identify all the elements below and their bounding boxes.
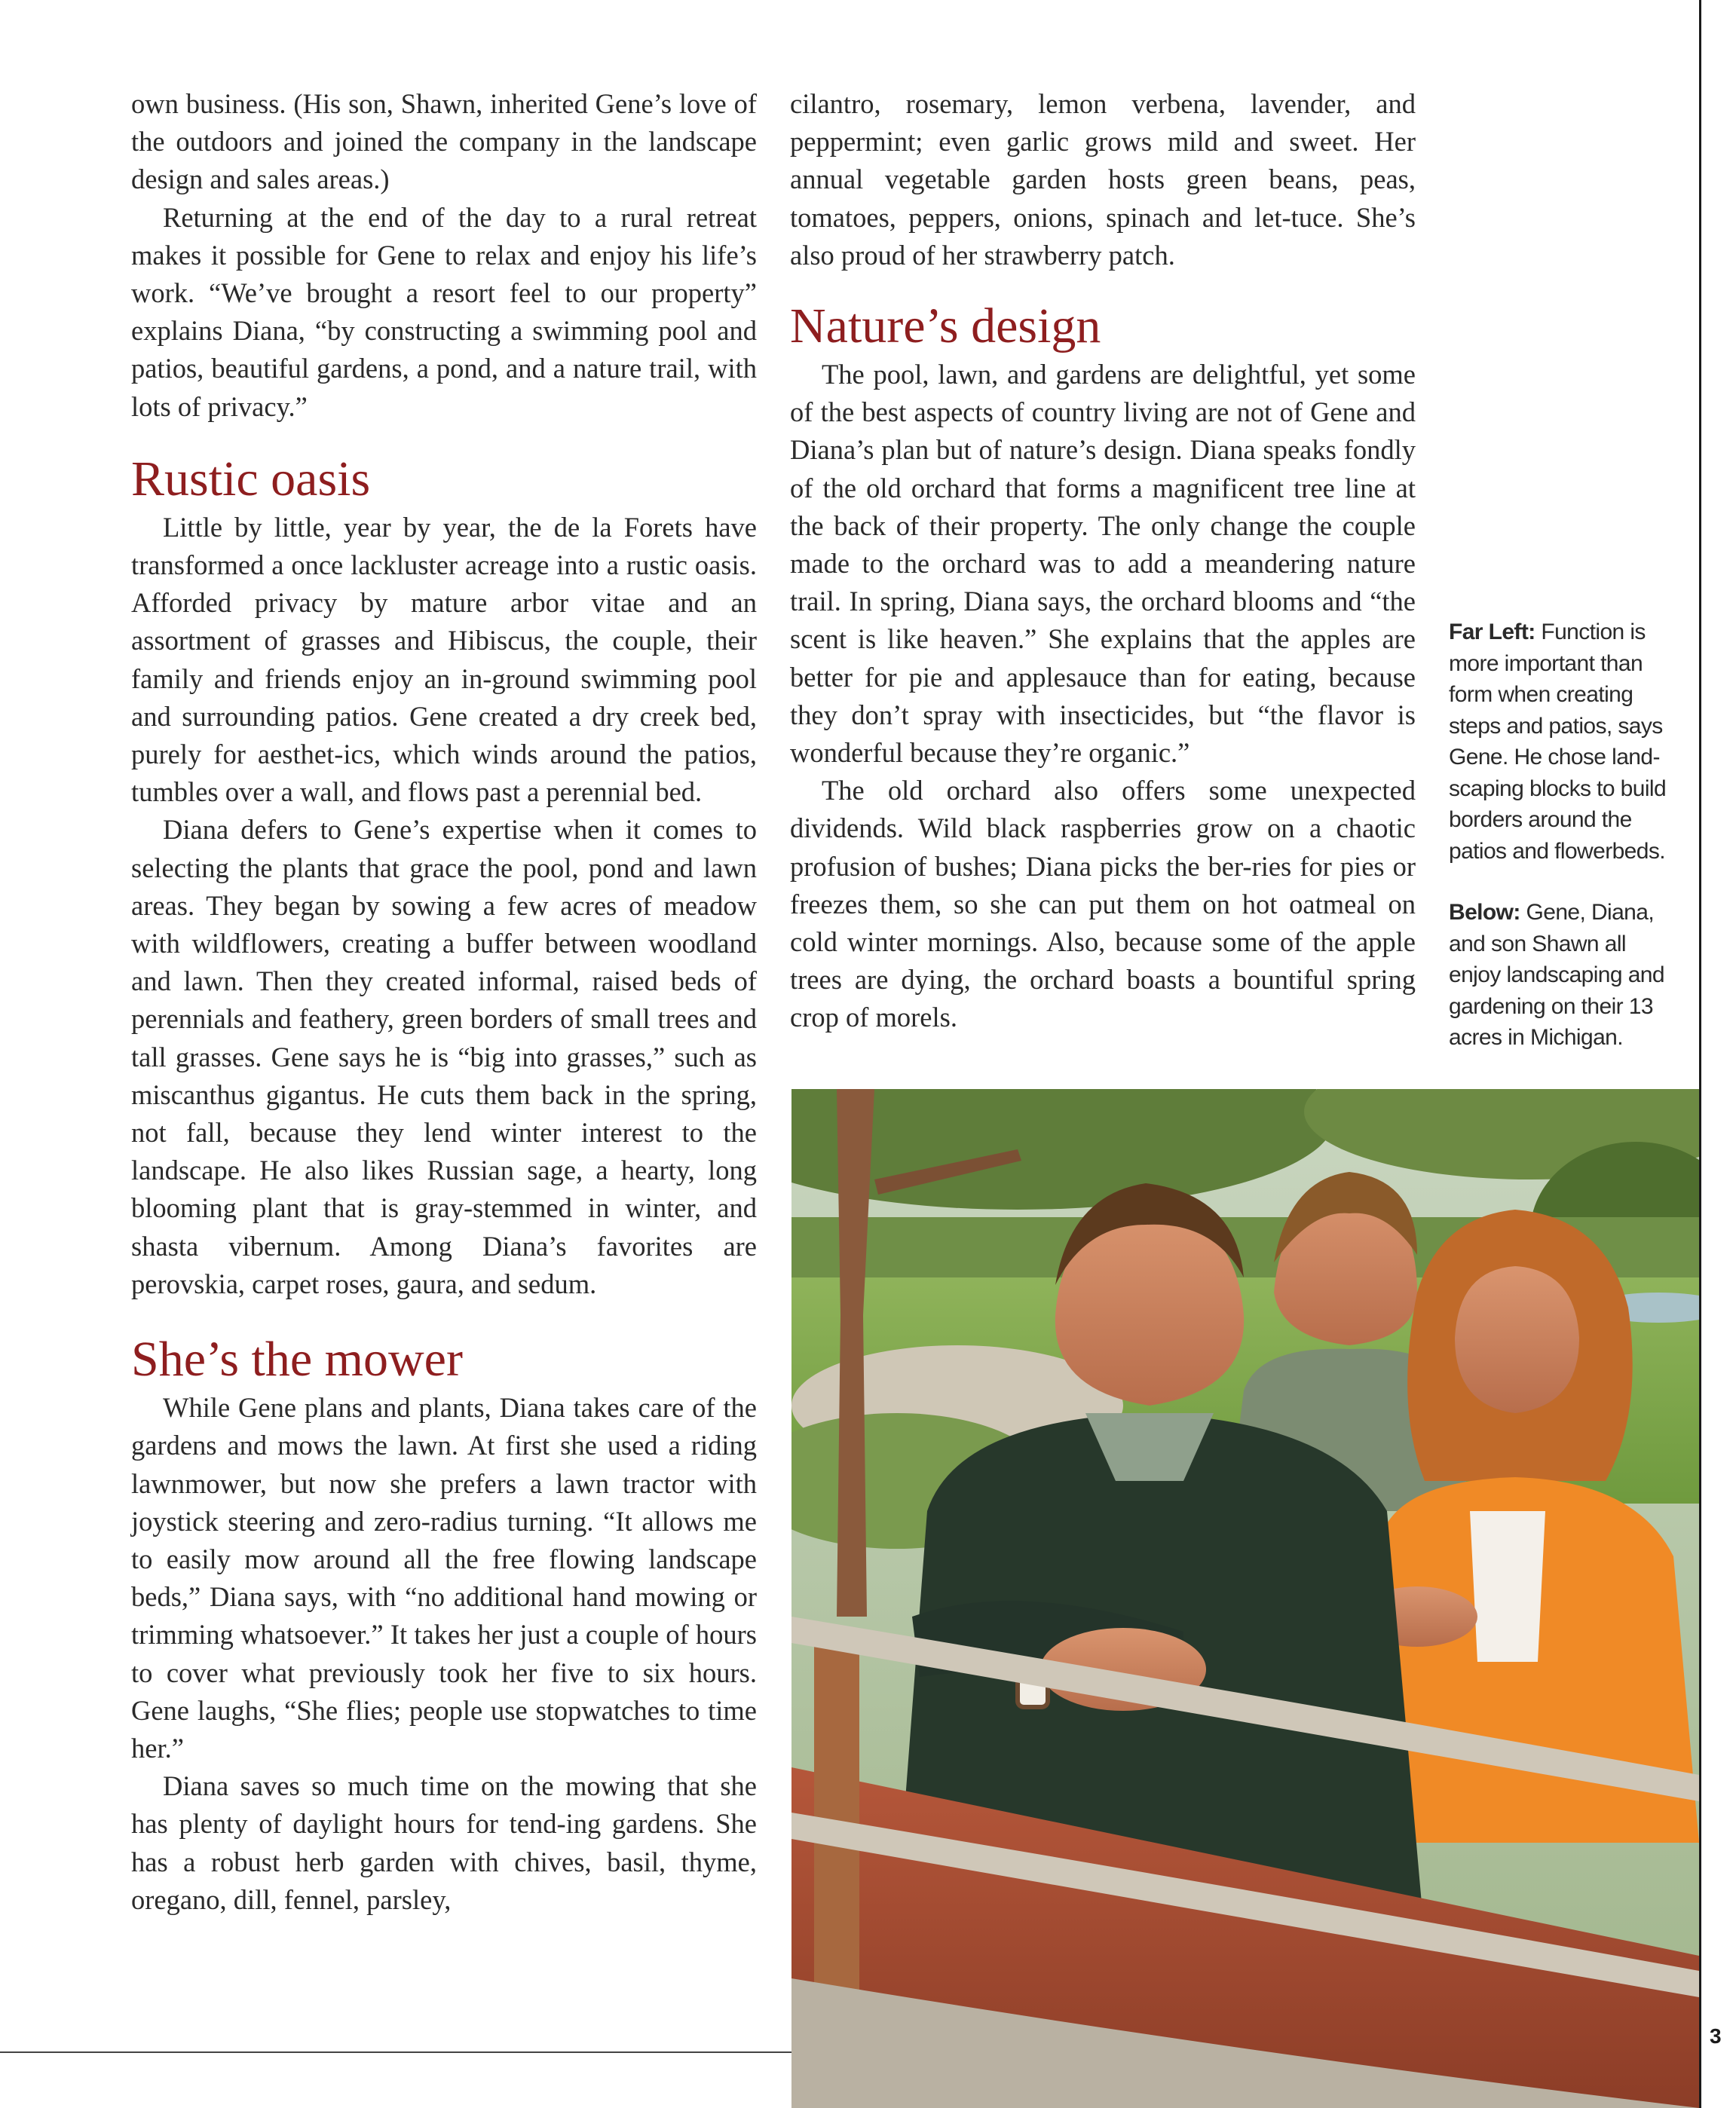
paragraph: The pool, lawn, and gardens are delightful, yet some of the best aspects of country living are not of Gene and Diana’s plan but of nature’s design. Diana speaks fondly of the old orchard that forms a magnificent tree line at the back of their property. The only change the couple made to the orchard was to add a meandering nature trail. In spring, Diana says, the orchard blooms and “the scent is like heaven.” She explains that the apples are better for pie and applesauce than for eating, because they don’t spray with insecticides, but “the flavor is wonderful because they’re organic.” <box>790 359 1416 769</box>
section-heading-rustic-oasis: Rustic oasis <box>131 451 371 506</box>
caption-text: Function is more important than form when creating steps and patios, says Gene. He chose land-scaping blocks to build borders around the patios and flowerbeds. <box>1449 620 1667 864</box>
article-column-left <box>131 85 757 1919</box>
paragraph: cilantro, rosemary, lemon verbena, lavender, and peppermint; even garlic grows mild and sweet. Her annual vegetable garden hosts green beans, peas, tomatoes, peppers, onions, spinach and let-tuce. She’s also proud of her strawberry patch. <box>790 88 1416 271</box>
article-column-middle <box>790 85 1416 1037</box>
caption-far-left <box>1449 616 1675 867</box>
caption-below <box>1449 897 1675 1054</box>
photo-captions <box>1449 616 1675 1054</box>
paragraph: While Gene plans and plants, Diana takes care of the gardens and mows the lawn. At first she used a riding lawnmower, but now she prefers a lawn tractor with joystick steering and zero-radius turning. “It allows me to easily mow around all the free flowing landscape beds,” Diana says, with “no additional hand mowing or trimming whatsoever.” It takes her just a couple of hours to cover what previously took her five to six hours. Gene laughs, “She flies; people use stopwatches to time her.” <box>131 1392 757 1764</box>
paragraph: Returning at the end of the day to a rural retreat makes it possible for Gene to relax and enjoy his life’s work. “We’ve brought a resort feel to our property” explains Diana, “by constructing a swimming pool and patios, beautiful gardens, a pond, and a nature trail, with lots of privacy.” <box>131 201 757 422</box>
page-edge-rule <box>1699 0 1701 2108</box>
caption-label: Below: <box>1449 900 1520 925</box>
caption-text: Gene, Diana, and son Shawn all enjoy landscaping and gardening on their 13 acres in Michigan. <box>1449 900 1664 1050</box>
section-heading-shes-the-mower: She’s the mower <box>131 1332 463 1387</box>
paragraph: own business. (His son, Shawn, inherited Gene’s love of the outdoors and joined the company in the landscape design and sales areas.) <box>131 88 757 195</box>
paragraph: Diana saves so much time on the mowing that she has plenty of daylight hours for tend-ing gardens. She has a robust herb garden with chives, basil, thyme, oregano, dill, fennel, parsley, <box>131 1770 757 1915</box>
paragraph: Diana defers to Gene’s expertise when it comes to selecting the plants that grace the pool, pond and lawn areas. They began by sowing a few acres of meadow with wildflowers, creating a buffer between woodland and lawn. Then they created informal, raised beds of perennials and feathery, green borders of small trees and tall grasses. Gene says he is “big into grasses,” such as miscanthus gigantus. He cuts them back in the spring, not fall, because they lend winter interest to the landscape. He also likes Russian sage, a hearty, long blooming plant that is gray-stemmed in winter, and shasta vibernum. Among Diana’s favorites are perovskia, carpet roses, gaura, and sedum. <box>131 814 757 1299</box>
section-heading-natures-design: Nature’s design <box>790 298 1101 354</box>
caption-label: Far Left: <box>1449 620 1535 644</box>
page-number: 3 <box>1710 2024 1722 2048</box>
footer-rule <box>0 2051 791 2053</box>
paragraph: Little by little, year by year, the de la Forets have transformed a once lackluster acreage into a rustic oasis. Afforded privacy by mature arbor vitae and an assortment of grasses and Hibiscus, the couple, their family and friends enjoy an in-ground swimming pool and surrounding patios. Gene created a dry creek bed, purely for aesthet-ics, which winds around the patios, tumbles over a wall, and flows past a perennial bed. <box>131 511 757 808</box>
paragraph: The old orchard also offers some unexpected dividends. Wild black raspberries grow on a chaotic profusion of bushes; Diana picks the ber-ries for pies or freezes them, so she can put them on hot oatmeal on cold winter mornings. Also, because some of the apple trees are dying, the orchard boasts a bountiful spring crop of morels. <box>790 775 1416 1033</box>
family-photo <box>791 1089 1699 2108</box>
